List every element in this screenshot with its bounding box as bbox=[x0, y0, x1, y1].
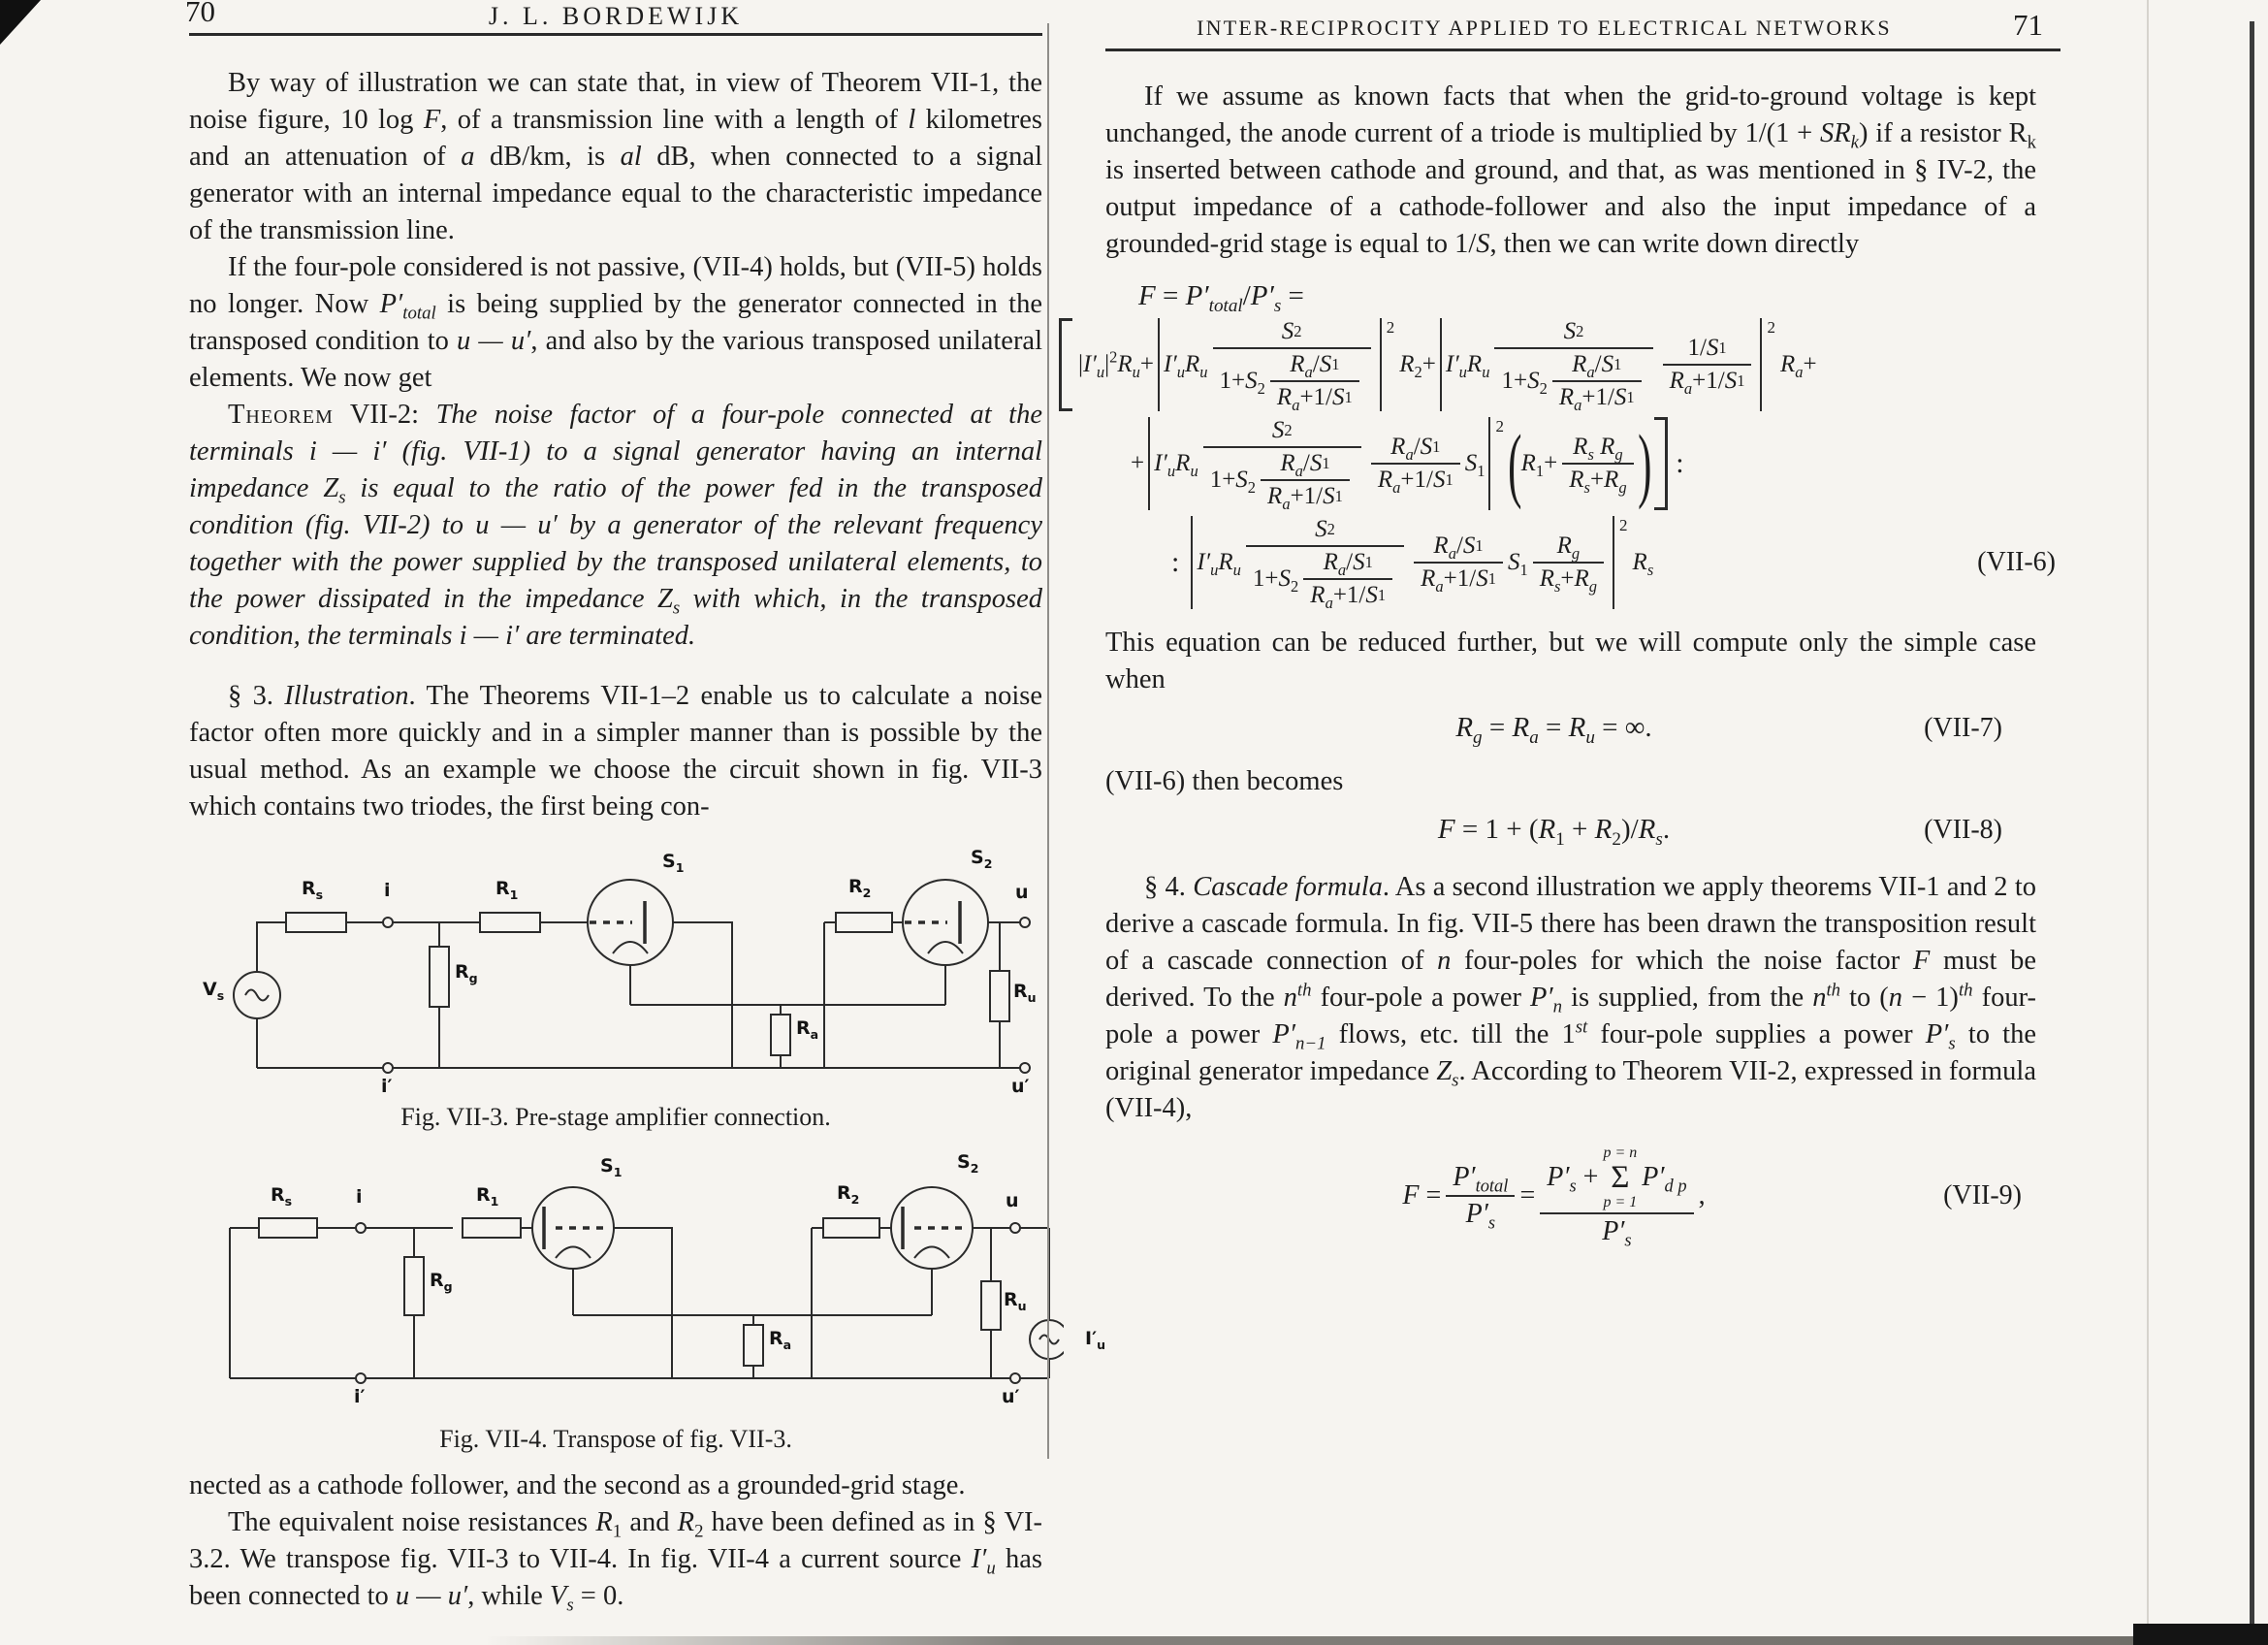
eq-term: $R_a+$ bbox=[1779, 351, 1817, 381]
paragraph-then-becomes: (VII-6) then becomes bbox=[1105, 766, 1344, 796]
equation-tag-vii-8: (VII-8) bbox=[1924, 814, 2002, 845]
eq-term: $I'_uR_u$ bbox=[1154, 450, 1198, 480]
fraction-rsrg: $R_s$ $R_g$ $R_s$ + $R_g$ bbox=[1562, 434, 1633, 494]
equation-vii-6-line1 bbox=[1059, 318, 2060, 414]
eq-term: $R_1+$ bbox=[1520, 450, 1558, 480]
eq-term: $S_1$ bbox=[1507, 549, 1528, 579]
left-page-number: 70 bbox=[185, 0, 215, 28]
paragraph-illustration-statement: By way of illustration we can state that, in view of Theorem VII-1, the noise figure, 10 log F, of a transmission line with a length of l kilometres and an attenuation of a dB/km, is al dB, when connected to a signal generator with an internal impedance equal to the characteristic impedance of the transmission line. bbox=[189, 68, 1042, 245]
node-i bbox=[356, 1223, 366, 1233]
eq-body: $R_g = R_a = R_u$ = ∞. bbox=[1455, 712, 1652, 748]
label-ra: $R_a$ bbox=[769, 1328, 792, 1352]
label-u-prime: u′ bbox=[1011, 1076, 1030, 1097]
equation-tag-vii-7: (VII-7) bbox=[1924, 712, 2002, 743]
scan-bottom-corner bbox=[2133, 1624, 2268, 1645]
label-s2: $S_2$ bbox=[971, 847, 993, 871]
right-page bbox=[1078, 8, 2060, 1250]
node-i bbox=[383, 918, 393, 927]
label-u-prime: u′ bbox=[1002, 1386, 1020, 1407]
squared-exponent: 2 bbox=[1619, 516, 1628, 534]
equation-tag-vii-6: (VII-6) bbox=[1977, 547, 2056, 577]
label-rg: $R_g$ bbox=[455, 961, 478, 985]
equation-vii-7 bbox=[1105, 712, 2002, 748]
label-r2: $R_2$ bbox=[848, 876, 872, 900]
label-r2: $R_2$ bbox=[837, 1182, 860, 1207]
current-source-sine bbox=[1039, 1336, 1059, 1344]
label-ra: $R_a$ bbox=[796, 1017, 819, 1042]
equation-vii-6-line3 bbox=[1164, 516, 2056, 612]
eq-term: F = bbox=[1402, 1180, 1442, 1211]
divide-colon: : bbox=[1171, 546, 1180, 578]
left-running-head: J. L. BORDEWIJK bbox=[488, 2, 744, 30]
eq-term: $|I'_u|^2R_u+$ bbox=[1078, 347, 1154, 381]
fig-vii-4-caption: Fig. VII-4. Transpose of fig. VII-3. bbox=[439, 1425, 792, 1453]
resistor-rs-symbol bbox=[286, 913, 346, 932]
paragraph-theorem-vii-2 bbox=[189, 397, 1042, 655]
eq-term: + bbox=[1131, 450, 1145, 476]
eq-term: $I'_uR_u$ bbox=[1445, 351, 1490, 381]
inner-fraction: $R_a$ / S 1 $R_a$ +1/ S 1 bbox=[1261, 450, 1350, 510]
fraction-ras1: $R_a$ / S 1 $R_a$ +1/ S 1 bbox=[1414, 532, 1503, 593]
eq-term: $I'_uR_u$ bbox=[1197, 549, 1241, 579]
fig-vii-3-caption: Fig. VII-3. Pre-stage amplifier connection. bbox=[400, 1103, 831, 1131]
label-iu-prime: $I'_u$ bbox=[1085, 1328, 1106, 1352]
close-bracket bbox=[1654, 417, 1668, 510]
resistor-r2-symbol bbox=[836, 913, 892, 932]
triode-s1-cathode bbox=[556, 1247, 591, 1259]
scan-gutter-line bbox=[1047, 23, 1049, 1459]
inner-fraction: $R_a$ / S 1 $R_a$ +1/ S 1 bbox=[1552, 351, 1642, 411]
label-r1: $R_1$ bbox=[495, 878, 519, 902]
triode-s1-cathode bbox=[613, 942, 648, 953]
resistor-rs-symbol bbox=[259, 1218, 317, 1238]
fraction-ras1: $R_a$ / S 1 $R_a$ +1/ S 1 bbox=[1371, 434, 1460, 494]
equation-vii-6 bbox=[1078, 318, 2060, 612]
paragraph-reduced-further: This equation can be reduced further, but we will compute only the simple case when bbox=[1105, 628, 2036, 694]
open-bracket bbox=[1059, 318, 1072, 411]
fig-vii-3-circuit bbox=[189, 835, 1042, 1099]
theorem-label: Theorem bbox=[228, 400, 334, 430]
abs-bar bbox=[1148, 417, 1150, 510]
paragraph-equivalent-resistances: The equivalent noise resistances $R_1$ and $R_2$ have been defined as in § VI-3.2. We transpose fig. VII-3 to VII-4. In fig. VII-4 a current source $I'_u$ has been connected to u — u′, while $V_s = 0$. bbox=[189, 1507, 1043, 1616]
label-s1: $S_1$ bbox=[600, 1155, 623, 1179]
fraction-sum: $P'_s$ + p = n Σ p = 1 $P'_{d p}$ $P'_s$ bbox=[1540, 1145, 1693, 1247]
label-r1: $R_1$ bbox=[476, 1184, 499, 1209]
abs-bar bbox=[1440, 318, 1442, 411]
eq-term: $R_s$ bbox=[1632, 549, 1654, 579]
equation-tag-vii-9: (VII-9) bbox=[1943, 1180, 2022, 1211]
sum-lower-limit: p = 1 bbox=[1603, 1193, 1638, 1210]
node-u-prime bbox=[1010, 1373, 1020, 1383]
label-rg: $R_g$ bbox=[430, 1270, 453, 1294]
inner-fraction: $R_a$ / S 1 $R_a$ +1/ S 1 bbox=[1303, 549, 1392, 609]
node-u-prime bbox=[1020, 1063, 1030, 1073]
right-page-header bbox=[1105, 8, 2060, 51]
big-fraction: S 2 $1+S_2$ $R_a$ / S 1 $R_a$ +1/ S 1 bbox=[1494, 318, 1652, 411]
node-i-prime bbox=[356, 1373, 366, 1383]
resistor-rg-symbol bbox=[430, 947, 449, 1007]
abs-bar bbox=[1158, 318, 1160, 411]
label-s2: $S_2$ bbox=[957, 1151, 979, 1176]
paragraph-cathode-follower: nected as a cathode follower, and the second as a grounded-grid stage. bbox=[189, 1470, 966, 1500]
divide-colon: : bbox=[1676, 447, 1684, 479]
node-u bbox=[1010, 1223, 1020, 1233]
paragraph-known-facts: If we assume as known facts that when the grid-to-ground voltage is kept unchanged, the anode current of a triode is multiplied by $1/(1 + SR_k)$ if a resistor $R_k$ is inserted between cathode and ground, and that, as was mentioned in § IV-2, the output impedance of a cathode-follower and also the input impedance of a grounded-grid stage is equal to 1/S, then we can write down directly bbox=[1105, 81, 2036, 259]
scan-paper-edge bbox=[2147, 0, 2149, 1645]
label-i-prime: i′ bbox=[354, 1386, 366, 1407]
right-running-head: INTER-RECIPROCITY APPLIED TO ELECTRICAL NETWORKS bbox=[1197, 16, 1892, 40]
label-i: i bbox=[356, 1186, 363, 1208]
equation-vii-9 bbox=[1105, 1145, 2022, 1250]
eq-term: $I'_uR_u$ bbox=[1163, 351, 1208, 381]
node-u bbox=[1020, 918, 1030, 927]
resistor-r1-symbol bbox=[480, 913, 540, 932]
fig-vii-4-circuit bbox=[172, 1145, 1064, 1421]
fraction-ptotal-ps: $\frac{P'_{total}}{P'_s}$ bbox=[1446, 1162, 1515, 1230]
equation-vii-8 bbox=[1105, 814, 2002, 850]
sum-upper-limit: p = n bbox=[1603, 1145, 1638, 1161]
abs-bar bbox=[1488, 417, 1490, 510]
label-u: u bbox=[1015, 882, 1029, 903]
scan-right-edge-line bbox=[2250, 21, 2254, 1645]
abs-bar bbox=[1760, 318, 1762, 411]
abs-bar bbox=[1380, 318, 1382, 411]
triode-s2-cathode bbox=[914, 1247, 949, 1259]
resistor-ra-symbol bbox=[744, 1325, 763, 1366]
big-fraction: S 2 $1+S_2$ $R_a$ / S 1 $R_a$ +1/ S 1 bbox=[1246, 516, 1404, 609]
label-vs: $V_s$ bbox=[203, 979, 225, 1003]
abs-bar bbox=[1613, 516, 1614, 609]
sigma-symbol: Σ bbox=[1611, 1159, 1630, 1195]
label-i-prime: i′ bbox=[381, 1076, 393, 1097]
resistor-r1-symbol bbox=[463, 1218, 521, 1238]
squared-exponent: 2 bbox=[1767, 318, 1775, 337]
circuit-wires bbox=[230, 1228, 1049, 1378]
squared-exponent: 2 bbox=[1495, 417, 1504, 435]
label-u: u bbox=[1006, 1190, 1019, 1211]
fraction-1s1: 1/ S 1 $R_a$ +1/ S 1 bbox=[1663, 335, 1752, 395]
squared-exponent: 2 bbox=[1386, 318, 1395, 337]
label-rs: $R_s$ bbox=[302, 878, 324, 902]
fraction-rg: $R_g$ $R_s$ + $R_g$ bbox=[1533, 532, 1604, 593]
left-page bbox=[185, 0, 1106, 1616]
eq-term: $R_2+$ bbox=[1399, 351, 1436, 381]
paragraph-section-3: § 3. Illustration. The Theorems VII-1–2 enable us to calculate a noise factor often more quickly and in a simpler manner than is possible by the usual method. As an example we choose the circuit shown in fig. VII-3 which contains two triodes, the first being con- bbox=[189, 681, 1042, 822]
equation-f-intro: $F = P'_{total}/P'_s$ = bbox=[1138, 280, 1304, 316]
scan-corner-artifact bbox=[0, 0, 41, 45]
figure-vii-4 bbox=[172, 1145, 1106, 1421]
equation-vii-6-line2: + $I'_uR_u$ S 2 $1+S_2$ $R_a$ / S 1 $R_a$ +1/ S 1 $R_a$ / S 1 $R_a$ +1/ S 1 $S_1$ 2 ( $R_1+$ $R_s$ $R_g$ $R_s$ + $R_g$ ) : bbox=[1131, 417, 1684, 513]
left-page-header bbox=[185, 0, 1042, 36]
label-ru: $R_u$ bbox=[1013, 981, 1037, 1005]
eq-body: $F = 1 + (R_1 + R_2)/R_s$. bbox=[1437, 814, 1671, 850]
big-fraction: S 2 $1+S_2$ $R_a$ / S 1 $R_a$ +1/ S 1 bbox=[1203, 417, 1361, 510]
inner-fraction: $R_a$ / S 1 $R_a$ +1/ S 1 bbox=[1270, 351, 1359, 411]
eq-term: = bbox=[1519, 1180, 1536, 1211]
node-i-prime bbox=[383, 1063, 393, 1073]
label-i: i bbox=[384, 880, 391, 901]
paragraph-section-4: § 4. Cascade formula. As a second illustration we apply theorems VII-1 and 2 to derive a cascade formula. In fig. VII-5 there has been drawn the transposition result of a cascade connection of n four-poles for which the noise factor F must be derived. To the $n^{th}$ four-pole a power $P'_n$ is supplied, from the $n^{th}$ to $(n - 1)^{th}$ four-pole a power $P'_{n-1}$ flows, etc. till the 1st four-pole supplies a power $P'_s$ to the original generator impedance $Z_s$. According to Theorem VII-2, expressed in formula (VII-4), bbox=[1105, 872, 2037, 1123]
eq-term: $S_1$ bbox=[1464, 450, 1485, 480]
scan-bottom-shadow bbox=[485, 1636, 2268, 1645]
paragraph-fourpole-passive: If the four-pole considered is not passive, (VII-4) holds, but (VII-5) holds no longer. Now $P'_{total}$ is being supplied by the generator connected in the transposed condition to u — u′, and also by the various transposed unilateral elements. We now get bbox=[189, 252, 1043, 393]
figure-vii-3 bbox=[189, 835, 1042, 1099]
label-s1: $S_1$ bbox=[662, 851, 685, 875]
right-page-number: 71 bbox=[2013, 8, 2043, 42]
eq-term: , bbox=[1698, 1180, 1706, 1211]
label-ru: $R_u$ bbox=[1004, 1289, 1027, 1313]
triode-s2-cathode bbox=[928, 942, 963, 953]
resistor-ru-symbol bbox=[990, 971, 1009, 1021]
label-rs: $R_s$ bbox=[271, 1184, 293, 1209]
source-vs-sine bbox=[245, 990, 269, 1001]
big-fraction: S 2 $1+S_2$ $R_a$ / S 1 $R_a$ +1/ S 1 bbox=[1213, 318, 1371, 411]
summation bbox=[1603, 1145, 1637, 1210]
resistor-rg-symbol bbox=[404, 1257, 424, 1315]
theorem-text: VII-2: The noise factor of a four-pole connected at the terminals i — i′ (fig. VII-1) to a signal generator having an internal impedance $Z_s$ is equal to the ratio of the power fed in the transposed condition (fig. VII-2) to u — u′ by a generator of the relevant frequency together with the power supplied by the transposed unilateral elements, to the power dissipated in the impedance $Z_s$ with which, in the transposed condition, the terminals i — i′ are terminated. bbox=[189, 400, 1042, 651]
resistor-r2-symbol bbox=[823, 1218, 879, 1238]
resistor-ru-symbol bbox=[981, 1281, 1001, 1330]
resistor-ra-symbol bbox=[771, 1015, 790, 1055]
abs-bar bbox=[1191, 516, 1193, 609]
